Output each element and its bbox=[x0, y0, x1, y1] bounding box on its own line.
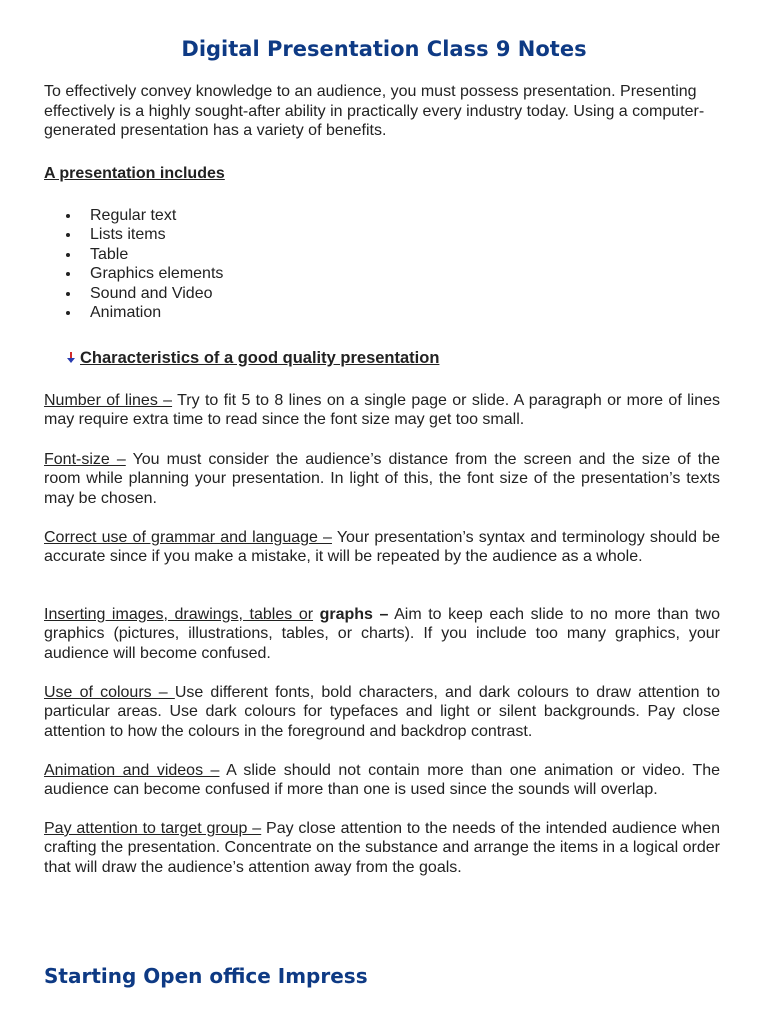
characteristic-term: Use of colours – bbox=[44, 684, 175, 701]
characteristic-term: Number of lines – bbox=[44, 392, 173, 409]
characteristic-term: Inserting images, drawings, tables or bbox=[44, 606, 314, 623]
characteristic-term: Pay attention to target group – bbox=[44, 820, 262, 837]
characteristic-term: Correct use of grammar and language – bbox=[44, 529, 332, 546]
list-item bbox=[44, 284, 223, 303]
includes-list bbox=[44, 206, 223, 322]
characteristics-heading bbox=[66, 348, 439, 368]
includes-heading: A presentation includes bbox=[44, 165, 225, 182]
list-item bbox=[44, 264, 223, 283]
list-item-label: Table bbox=[90, 245, 129, 263]
bullet-icon bbox=[66, 272, 70, 276]
characteristic-animation bbox=[44, 761, 720, 800]
bullet-icon bbox=[66, 233, 70, 237]
list-item-label: Graphics elements bbox=[90, 265, 224, 283]
characteristic-target-group bbox=[44, 819, 720, 877]
document-title: Digital Presentation Class 9 Notes bbox=[181, 37, 587, 61]
list-item bbox=[44, 206, 223, 225]
arrow-down-icon bbox=[66, 352, 76, 364]
characteristic-text: Aim to keep each slide to no more than two graphics (pictures, illustrations, tables, or charts). If you include too many graphics, your audience will become confused. bbox=[44, 606, 720, 662]
intro-paragraph: To effectively convey knowledge to an audience, you must possess presentation. Presenting effectively is a highly sought-after ability in practically every industry today. Using a computer-generated presentation has a variety of benefits. bbox=[44, 83, 705, 139]
characteristic-text: Your presentation’s syntax and terminology should be accurate since if you make a mistake, it will be repeated by the audience as a whole. bbox=[44, 529, 720, 566]
list-item bbox=[44, 225, 223, 244]
characteristic-colours bbox=[44, 683, 720, 741]
list-item-label: Lists items bbox=[90, 226, 166, 244]
characteristic-term: Font-size – bbox=[44, 451, 126, 468]
characteristic-text: You must consider the audience’s distance from the screen and the size of the room while planning your presentation. In light of this, the font size of the presentation’s texts may be chosen. bbox=[44, 451, 721, 507]
section-title: Starting Open office Impress bbox=[44, 964, 368, 988]
bullet-icon bbox=[66, 292, 70, 296]
list-item bbox=[44, 245, 223, 264]
characteristic-images bbox=[44, 605, 720, 663]
list-item bbox=[44, 303, 223, 322]
characteristic-number-of-lines bbox=[44, 391, 720, 430]
list-item-label: Sound and Video bbox=[90, 284, 213, 302]
list-item-label: Animation bbox=[90, 304, 162, 322]
characteristics-heading-label: Characteristics of a good quality presentation bbox=[80, 349, 440, 367]
characteristic-text: Pay close attention to the needs of the intended audience when crafting the presentation. Concentrate on the substance and arrange the items in a logical order that will draw the audience’s attention away from the goals. bbox=[44, 820, 720, 876]
characteristic-term: Animation and videos – bbox=[44, 762, 220, 779]
characteristic-font-size bbox=[44, 450, 720, 508]
bullet-icon bbox=[66, 214, 70, 218]
list-item-label: Regular text bbox=[90, 207, 177, 224]
characteristic-grammar bbox=[44, 528, 720, 567]
bullet-icon bbox=[66, 311, 70, 315]
bullet-icon bbox=[66, 253, 70, 257]
characteristic-term-extra: graphs – bbox=[313, 606, 389, 623]
characteristic-text: A slide should not contain more than one animation or video. The audience can become confused if more than one is used since the sounds will overlap. bbox=[44, 762, 721, 799]
characteristic-text: Try to fit 5 to 8 lines on a single page or slide. A paragraph or more of lines may require extra time to read since the font size may get too small. bbox=[44, 392, 721, 429]
characteristic-text: Use different fonts, bold characters, and dark colours to draw attention to particular areas. Use dark colours for typefaces and light or silent backgrounds. Pay close attention to how the colours in the foreground and backdrop contrast. bbox=[44, 684, 720, 740]
